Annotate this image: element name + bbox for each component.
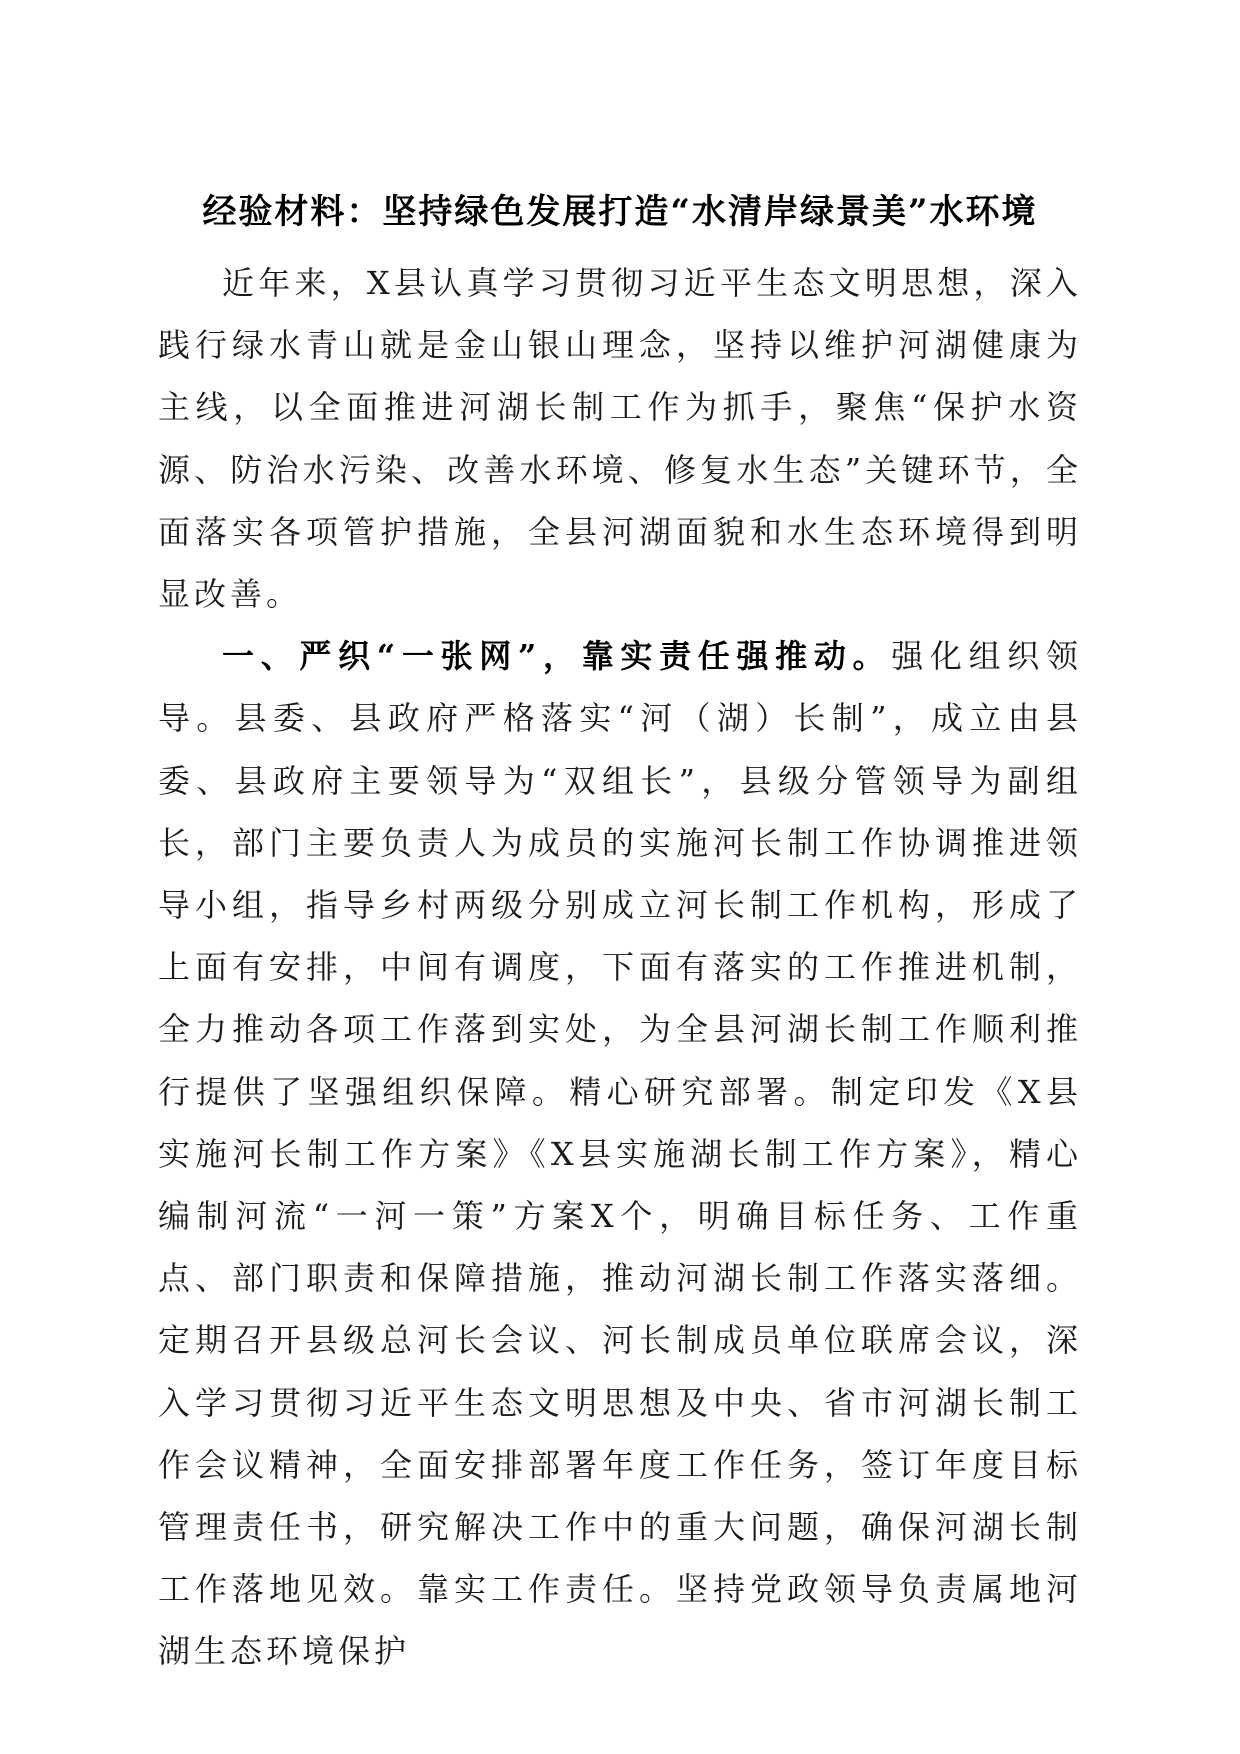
intro-paragraph: 近年来，X县认真学习贯彻习近平生态文明思想，深入践行绿水青山就是金山银山理念，坚持以维护河湖健康为主线，以全面推进河湖长制工作为抓手，聚焦“保护水资源、防治水污染、改善水环境、修复水生态”关键环节，全面落实各项管护措施，全县河湖面貌和水生态环境得到明显改善。 <box>158 264 1082 614</box>
section-1-body: 强化组织领导。县委、县政府严格落实“河（湖）长制”，成立由县委、县政府主要领导为“双组长”，县级分管领导为副组长，部门主要负责人为成员的实施河长制工作协调推进领导小组，指导乡村两级分别成立河长制工作机构，形成了上面有安排，中间有调度，下面有落实的工作推进机制，全力推动各项工作落到实处，为全县河湖长制工作顺利推行提供了坚强组织保障。精心研究部署。制定印发《X县实施河长制工作方案》《X县实施湖长制工作方案》，精心编制河流“一河一策”方案X个，明确目标任务、工作重点、部门职责和保障措施，推动河湖长制工作落实落细。定期召开县级总河长会议、河长制成员单位联席会议，深入学习贯彻习近平生态文明思想及中央、省市河湖长制工作会议精神，全面安排部署年度工作任务，签订年度目标管理责任书，研究解决工作中的重大问题，确保河湖长制工作落地见效。靠实工作责任。坚持党政领导负责属地河湖生态环境保护 <box>158 637 1082 1671</box>
section-1-paragraph <box>158 625 1082 1682</box>
section-1-heading: 一、严织“一张网”，靠实责任强推动。 <box>222 637 892 676</box>
document-title: 经验材料：坚持绿色发展打造“水清岸绿景美”水环境 <box>202 192 1038 232</box>
document-body <box>158 252 1082 1683</box>
